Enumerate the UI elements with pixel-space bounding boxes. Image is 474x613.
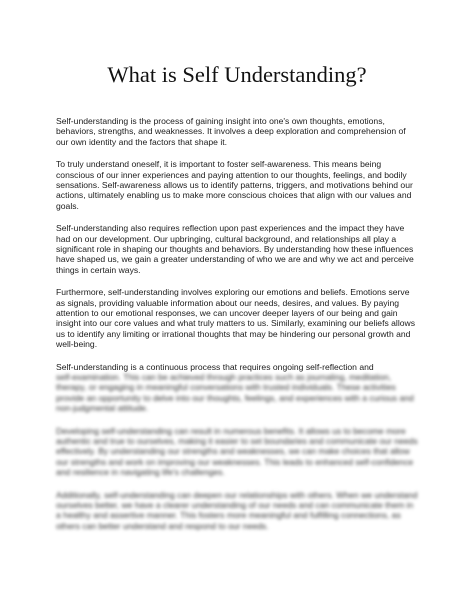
document-body: [56, 116, 418, 531]
paragraph-5-visible-line: Self-understanding is a continuous process that requires ongoing self-reflection and: [56, 361, 374, 372]
paragraph-3: Self-understanding also requires reflection upon past experiences and the impact they have had on our development. Our upbringing, cultural background, and relationships all play a significant role in shaping our thoughts and behaviors. By understanding how these influences have shaped us, we gain a greater understanding of who we are and why we act and perceive things in certain ways.: [56, 223, 414, 275]
document-title: What is Self Understanding?: [107, 62, 367, 87]
paragraph-2: To truly understand oneself, it is important to foster self-awareness. This means being conscious of our inner experiences and paying attention to our thoughts, feelings, and bodily sensations. Self-awareness allows us to identify patterns, triggers, and motivations behind our actions, ultimately enabling us to make more conscious choices that align with our values and goals.: [56, 159, 413, 211]
blurred-remaining-text: self-examination. This can be achieved through practices such as journaling, meditation, therapy, or engaging in meaningful conversations with trusted individuals. These activities provide an opportunity to delve into our thoughts, feelings, and experiences with a curious and non-judgmental attitude. Developing self-understanding can result in numerous benefits. It allows us to become more authentic and true to ourselves, making it easier to set boundaries and communicate our needs effectively. By understanding our strengths and weaknesses, we can make choices that allow our strengths and work on improving our weaknesses. This leads to enhanced self-confidence and resilience in navigating life's challenges. Additionally, self-understanding can deepen our relationships with others. When we understand ourselves better, we have a clearer understanding of our needs and can communicate them in a healthy and assertive manner. This fosters more meaningful and fulfilling connections, as others can better understand and respond to our needs.: [56, 371, 418, 531]
paragraph-1: Self-understanding is the process of gaining insight into one's own thoughts, emotions, behaviors, strengths, and weaknesses. It involves a deep exploration and comprehension of our own identity and the factors that shape it.: [56, 116, 406, 147]
paragraph-4: Furthermore, self-understanding involves exploring our emotions and beliefs. Emotions serve as signals, providing valuable information about our needs, desires, and values. By paying attention to our emotional responses, we can uncover deeper layers of our being and gain insight into our core values and what truly matters to us. Similarly, examining our beliefs allows us to identify any limiting or irrational thoughts that may be hindering our personal growth and well-being.: [56, 287, 416, 349]
